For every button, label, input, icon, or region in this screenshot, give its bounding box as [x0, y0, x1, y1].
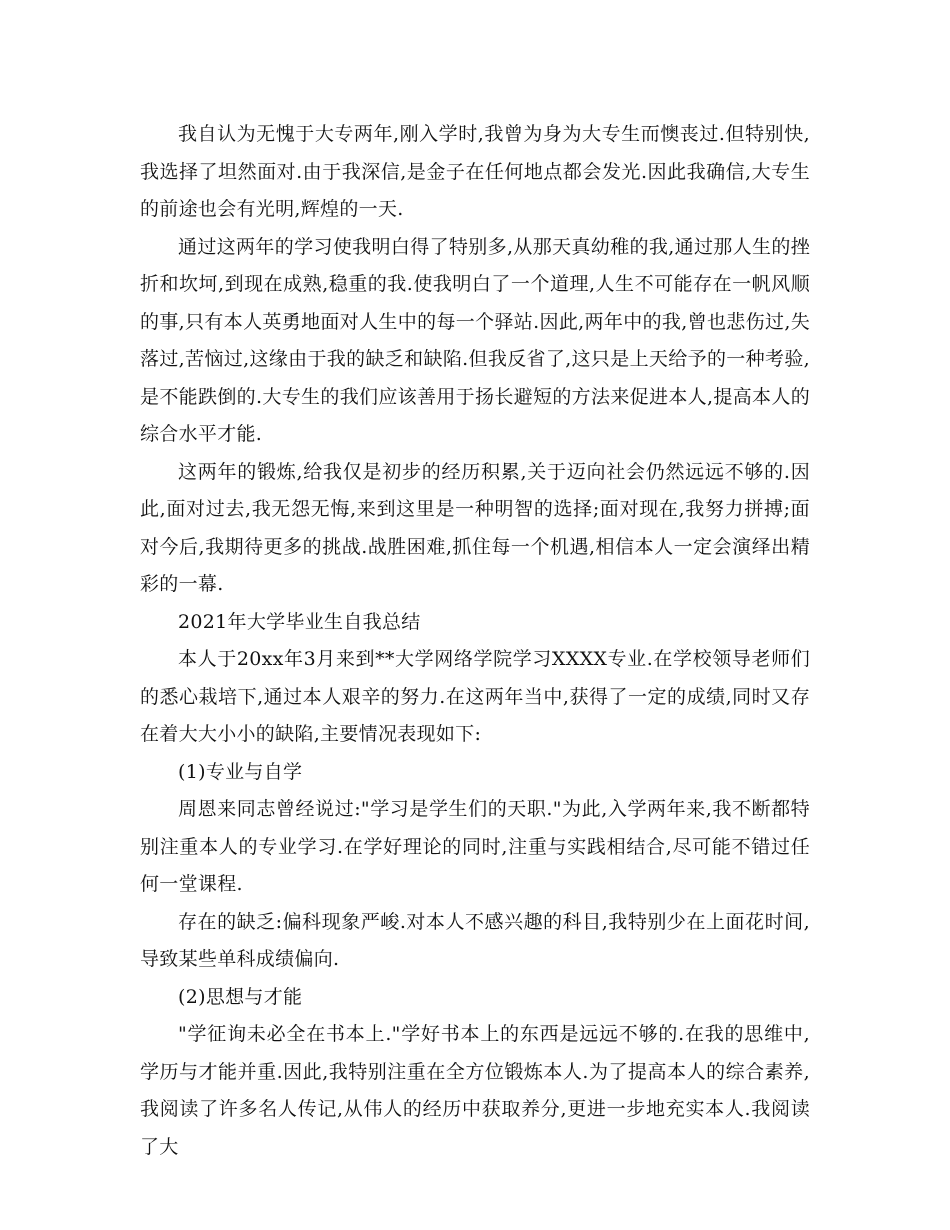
- paragraph-1: 我自认为无愧于大专两年,刚入学时,我曾为身为大专生而懊丧过.但特别快,我选择了坦然面对.由于我深信,是金子在任何地点都会发光.因此我确信,大专生的前途也会有光明,辉煌的一天.: [140, 123, 810, 220]
- paragraph-7: "学征询未必全在书本上."学好书本上的东西是远远不够的.在我的思维中,学历与才能并重.因此,我特别注重在全方位锻炼本人.为了提高本人的综合素养,我阅读了许多名人传记,从伟人的经历中获取养分,更进一步地充实本人.我阅读了大: [140, 1023, 810, 1158]
- paragraph-4: 本人于20xx年3月来到**大学网络学院学习XXXX专业.在学校领导老师们的悉心栽培下,通过本人艰辛的努力.在这两年当中,获得了一定的成绩,同时又存在着大大小小的缺陷,主要情况表现如下:: [140, 648, 810, 745]
- paragraph-5: 周恩来同志曾经说过:"学习是学生们的天职."为此,入学两年来,我不断都特别注重本人的专业学习.在学好理论的同时,注重与实践相结合,尽可能不错过任何一堂课程.: [140, 798, 810, 895]
- subheading-major-study: (1)专业与自学: [178, 760, 303, 783]
- paragraph-2: 通过这两年的学习使我明白得了特别多,从那天真幼稚的我,通过那人生的挫折和坎坷,到现在成熟,稳重的我.使我明白了一个道理,人生不可能存在一帆风顺的事,只有本人英勇地面对人生中的每一个驿站.因此,两年中的我,曾也悲伤过,失落过,苦恼过,这缘由于我的缺乏和缺陷.但我反省了,这只是上天给予的一种考验,是不能跌倒的.大专生的我们应该善用于扬长避短的方法来促进本人,提高本人的综合水平才能.: [140, 235, 810, 445]
- subheading-thought-ability: (2)思想与才能: [178, 985, 303, 1008]
- paragraph-3: 这两年的锻炼,给我仅是初步的经历积累,关于迈向社会仍然远远不够的.因此,面对过去,我无怨无悔,来到这里是一种明智的选择;面对现在,我努力拼搏;面对今后,我期待更多的挑战.战胜困难,抓住每一个机遇,相信本人一定会演绎出精彩的一幕.: [140, 460, 810, 595]
- paragraph-6: 存在的缺乏:偏科现象严峻.对本人不感兴趣的科目,我特别少在上面花时间,导致某些单科成绩偏向.: [140, 910, 810, 970]
- section-heading: 2021年大学毕业生自我总结: [178, 610, 421, 633]
- document-body: [140, 116, 810, 1166]
